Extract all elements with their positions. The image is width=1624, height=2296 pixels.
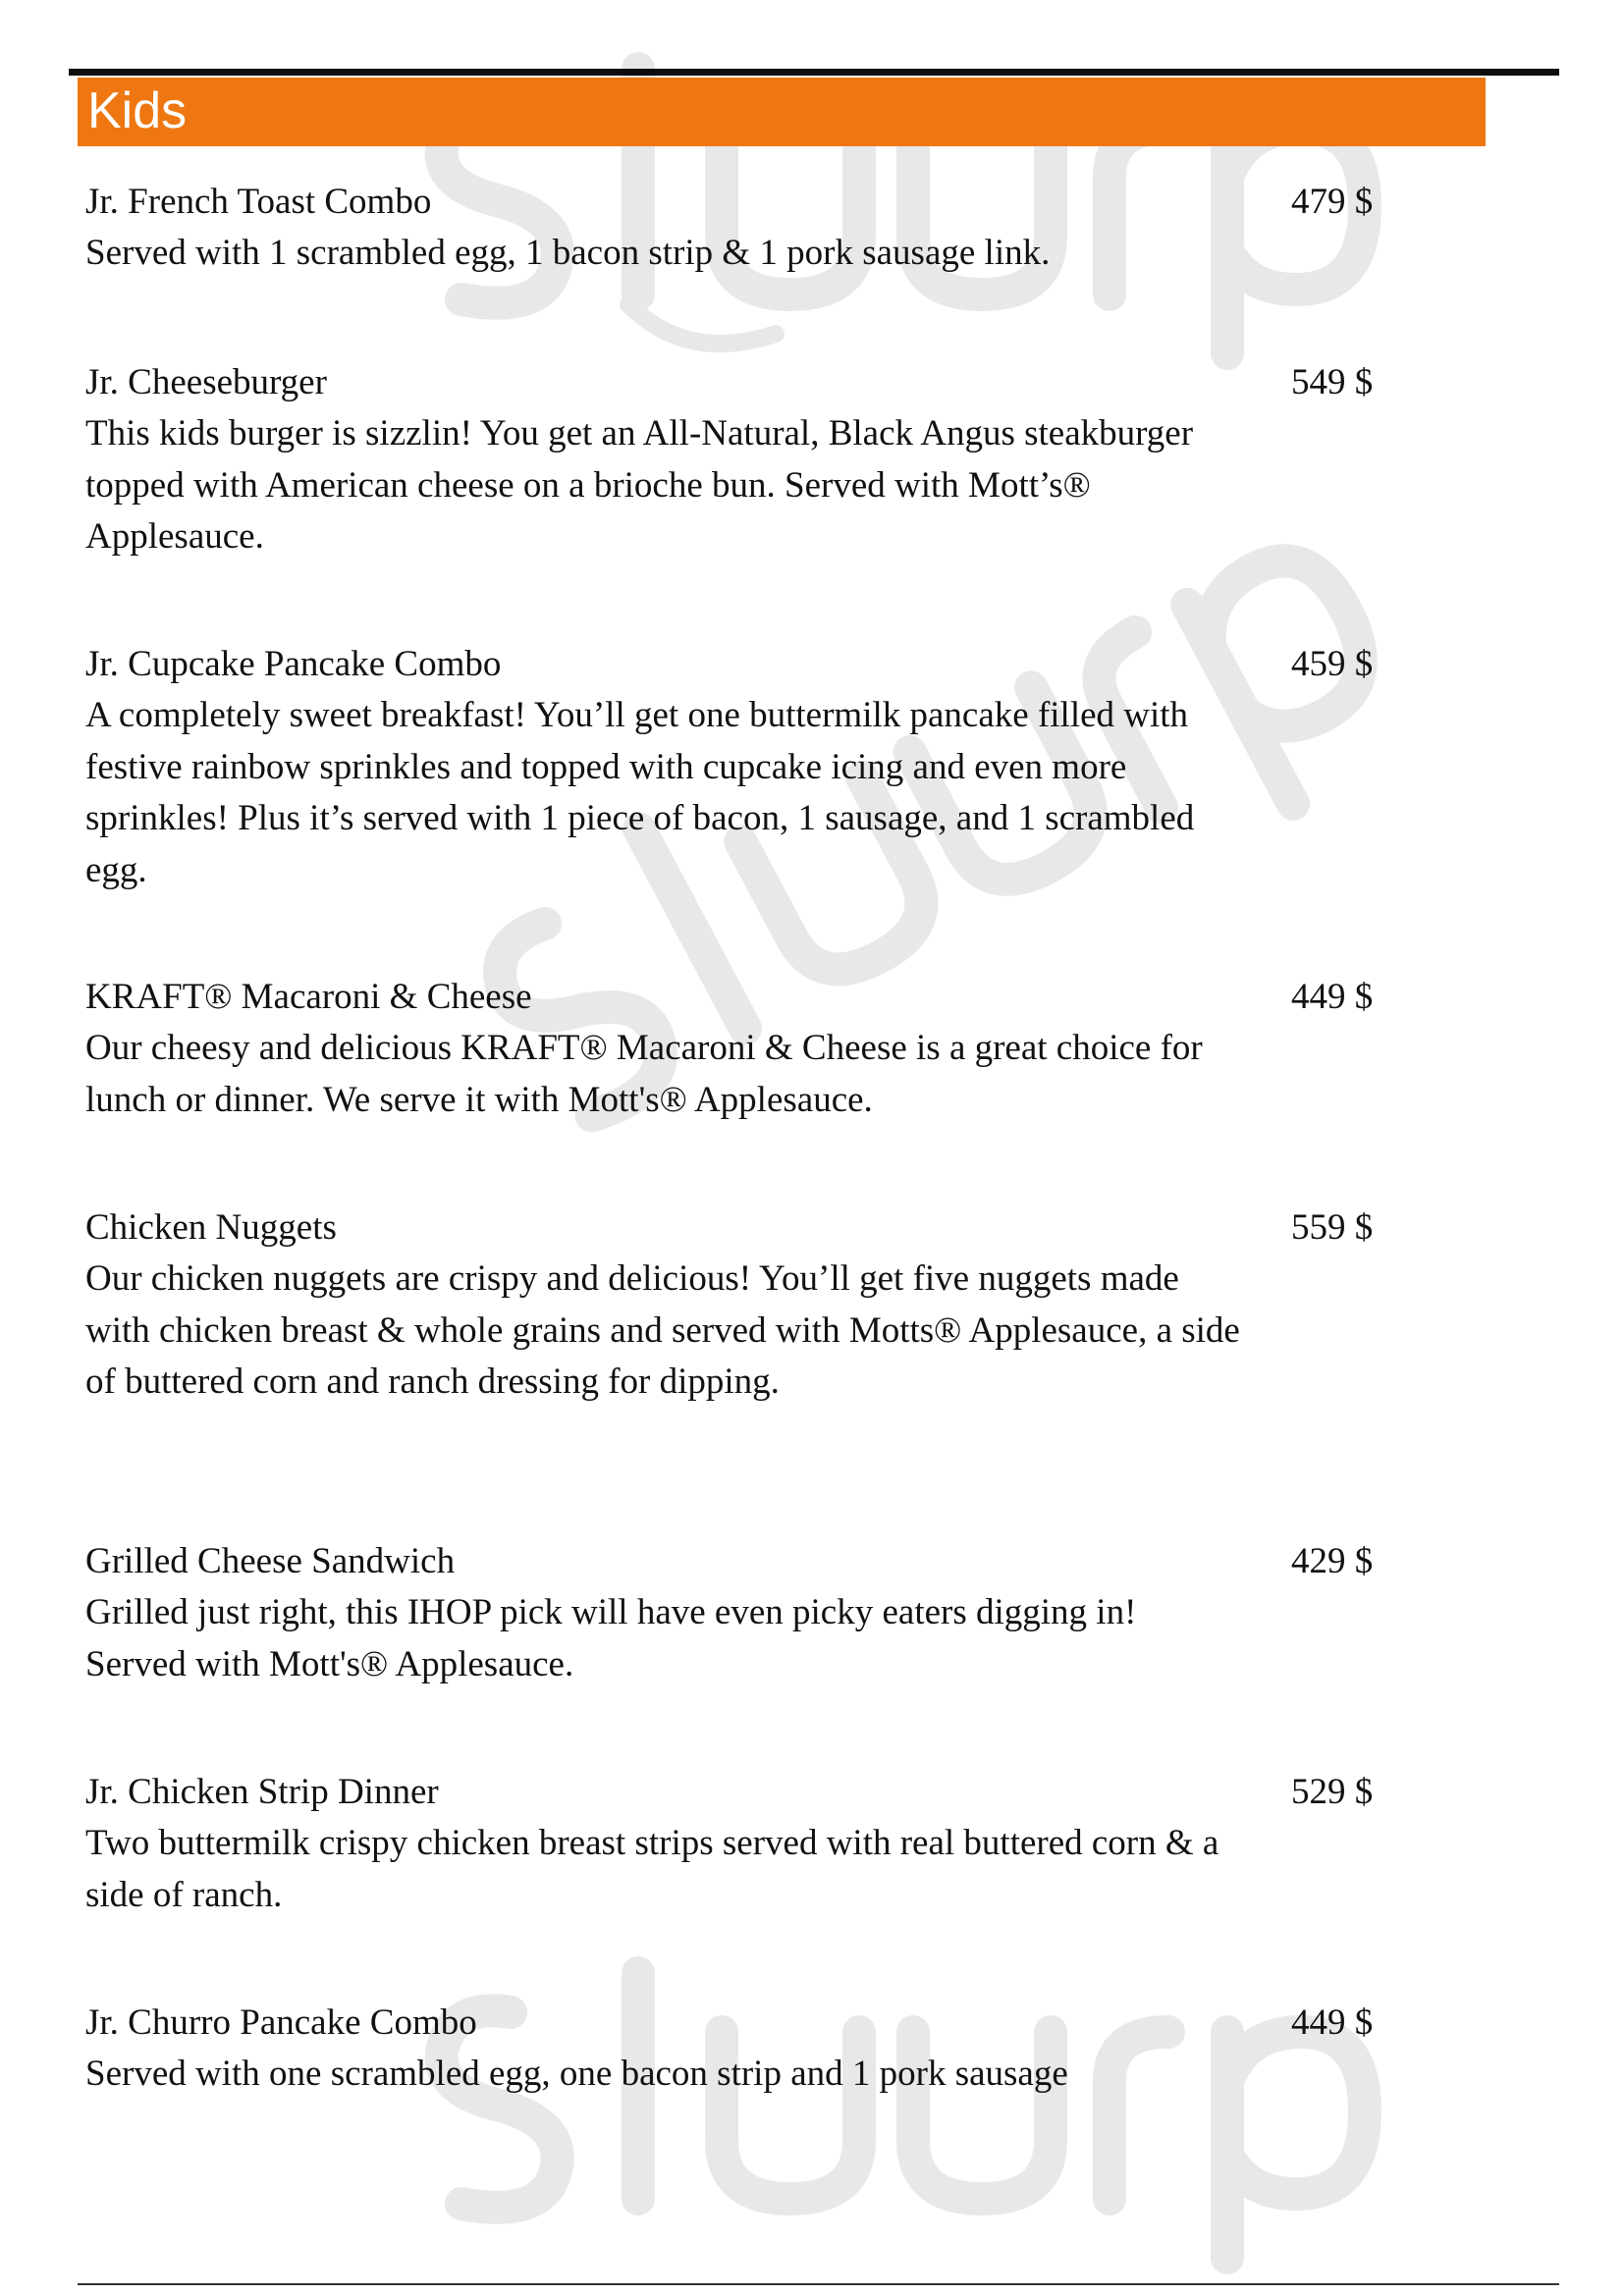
item-name: Jr. Churro Pancake Combo	[85, 2002, 477, 2043]
menu-item	[85, 972, 1401, 1126]
menu-item	[85, 1202, 1401, 1409]
bottom-rule	[78, 2283, 1559, 2285]
item-price: 549 $	[1291, 362, 1374, 402]
item-description: A completely sweet breakfast! You’ll get one buttermilk pancake filled with festive rainbow sprinkles and topped with cupcake icing and even more sprinkles! Plus it’s served with 1 piece of bacon, 1 sausage, and 1 scrambled egg.	[85, 695, 1195, 890]
item-price: 429 $	[1291, 1541, 1374, 1581]
item-description: Two buttermilk crispy chicken breast strips served with real buttered corn & a side of ranch.	[85, 1823, 1219, 1915]
item-description: Our chicken nuggets are crispy and delicious! You’ll get five nuggets made with chicken breast & whole grains and served with Motts® Applesauce, a side of buttered corn and ranch dressing for dipping.	[85, 1258, 1240, 1402]
menu-item	[85, 1767, 1401, 1921]
item-name: Grilled Cheese Sandwich	[85, 1541, 456, 1581]
menu-item	[85, 639, 1401, 896]
item-name: KRAFT® Macaroni & Cheese	[85, 977, 532, 1017]
item-description: Our cheesy and delicious KRAFT® Macaroni & Cheese is a great choice for lunch or dinner. We serve it with Mott's® Applesauce.	[85, 1028, 1203, 1120]
item-price: 449 $	[1291, 977, 1374, 1017]
menu-item	[85, 177, 1401, 280]
item-name: Jr. Chicken Strip Dinner	[85, 1772, 439, 1812]
item-description: This kids burger is sizzlin! You get an All-Natural, Black Angus steakburger topped with American cheese on a brioche bun. Served with Mott’s® Applesauce.	[85, 413, 1194, 557]
item-description: Served with 1 scrambled egg, 1 bacon strip & 1 pork sausage link.	[85, 233, 1051, 273]
item-price: 459 $	[1291, 644, 1374, 684]
item-description: Served with one scrambled egg, one bacon strip and 1 pork sausage	[85, 2054, 1068, 2094]
item-price: 449 $	[1291, 2002, 1374, 2043]
item-price: 479 $	[1291, 182, 1374, 222]
item-name: Jr. Cheeseburger	[85, 362, 327, 402]
item-name: Chicken Nuggets	[85, 1207, 337, 1248]
item-price: 559 $	[1291, 1207, 1374, 1248]
item-name: Jr. Cupcake Pancake Combo	[85, 644, 502, 684]
item-price: 529 $	[1291, 1772, 1374, 1812]
menu-item	[85, 1536, 1401, 1690]
section-title: Kids	[87, 82, 188, 139]
menu-item	[85, 357, 1401, 563]
item-description: Grilled just right, this IHOP pick will have even picky eaters digging in! Served with Mott's® Applesauce.	[85, 1592, 1137, 1684]
item-name: Jr. French Toast Combo	[85, 182, 432, 222]
menu-item	[85, 1998, 1401, 2101]
